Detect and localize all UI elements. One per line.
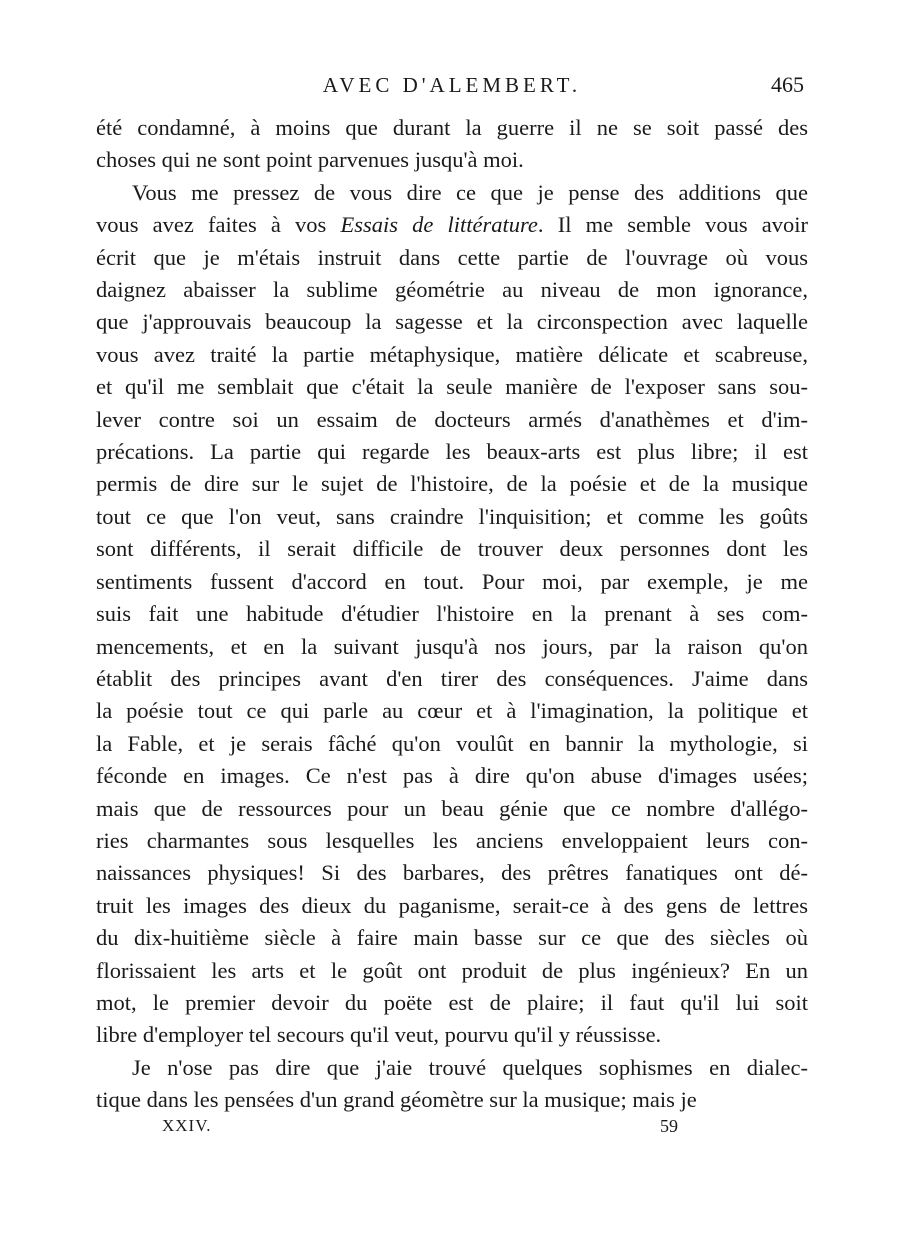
text-line: suis fait une habitude d'étudier l'histoire en la prenant à ses com- (96, 601, 808, 627)
running-title: AVEC D'ALEMBERT. (322, 73, 582, 97)
text-line: la poésie tout ce qui parle au cœur et à l'imagination, la politique et (96, 698, 808, 724)
text-line: féconde en images. Ce n'est pas à dire qu'on abuse d'images usées; (96, 763, 808, 789)
text-line: la Fable, et je serais fâché qu'on voulût en bannir la mythologie, si (96, 730, 808, 756)
page-footer (96, 1112, 808, 1140)
paragraph (96, 177, 808, 1052)
text-line: lever contre soi un essaim de docteurs armés d'anathèmes et d'im- (96, 406, 808, 432)
text-line: mencements, et en la suivant jusqu'à nos jours, par la raison qu'on (96, 633, 808, 659)
paragraph (96, 1052, 808, 1117)
text-line: Vous me pressez de vous dire ce que je pense des additions que (132, 179, 808, 205)
text-line: sont différents, il serait difficile de trouver deux personnes dont les (96, 536, 808, 562)
text-line: choses qui ne sont point parvenues jusqu'à moi. (96, 147, 524, 173)
paragraph (96, 112, 808, 177)
text-line: libre d'employer tel secours qu'il veut, pourvu qu'il y réussisse. (96, 1022, 662, 1048)
text-line: permis de dire sur le sujet de l'histoire, de la poésie et de la musique (96, 471, 808, 497)
text-line: naissances physiques! Si des barbares, des prêtres fanatiques ont dé- (96, 860, 808, 886)
text-line: mot, le premier devoir du poëte est de plaire; il faut qu'il lui soit (96, 989, 808, 1015)
body-text (96, 112, 808, 1117)
text-line: vous avez traité la partie métaphysique, matière délicate et scabreuse, (96, 341, 808, 367)
sheet-number: 59 (660, 1116, 678, 1136)
italic-title: Essais de littérature (340, 212, 538, 238)
text-line: Je n'ose pas dire que j'aie trouvé quelques sophismes en dialec- (132, 1054, 808, 1080)
text-line: florissaient les arts et le goût ont produit de plus ingénieux? En un (96, 957, 808, 983)
signature-mark: XXIV. (162, 1116, 212, 1135)
text-line: été condamné, à moins que durant la guerre il ne se soit passé des (96, 115, 808, 140)
text-line: tique dans les pensées d'un grand géomètre sur la musique; mais je (96, 1087, 697, 1113)
text-line: truit les images des dieux du paganisme, serait-ce à des gens de lettres (96, 892, 808, 918)
text-line: daignez abaisser la sublime géométrie au niveau de mon ignorance, (96, 277, 808, 303)
text-line: écrit que je m'étais instruit dans cette partie de l'ouvrage où vous (96, 244, 808, 270)
book-page (96, 0, 808, 1246)
text-line: du dix-huitième siècle à faire main basse sur ce que des siècles où (96, 925, 808, 951)
text-line: que j'approuvais beaucoup la sagesse et la circonspection avec laquelle (96, 309, 808, 335)
text-line: précations. La partie qui regarde les beaux-arts est plus libre; il est (96, 439, 808, 465)
text-line: mais que de ressources pour un beau génie que ce nombre d'allégo- (96, 795, 808, 821)
text-line: et qu'il me semblait que c'était la seule manière de l'exposer sans sou- (96, 374, 808, 400)
text-line: sentiments fussent d'accord en tout. Pour moi, par exemple, je me (96, 568, 808, 594)
text-line: tout ce que l'on veut, sans craindre l'inquisition; et comme les goûts (96, 503, 808, 529)
page-number: 465 (771, 72, 804, 97)
text-line: établit des principes avant d'en tirer des conséquences. J'aime dans (96, 665, 808, 691)
running-head (96, 68, 808, 102)
text-line: vous avez faites à vos Essais de littérature. Il me semble vous avoir (96, 212, 809, 238)
text-line: ries charmantes sous lesquelles les anciens enveloppaient leurs con- (96, 827, 808, 853)
